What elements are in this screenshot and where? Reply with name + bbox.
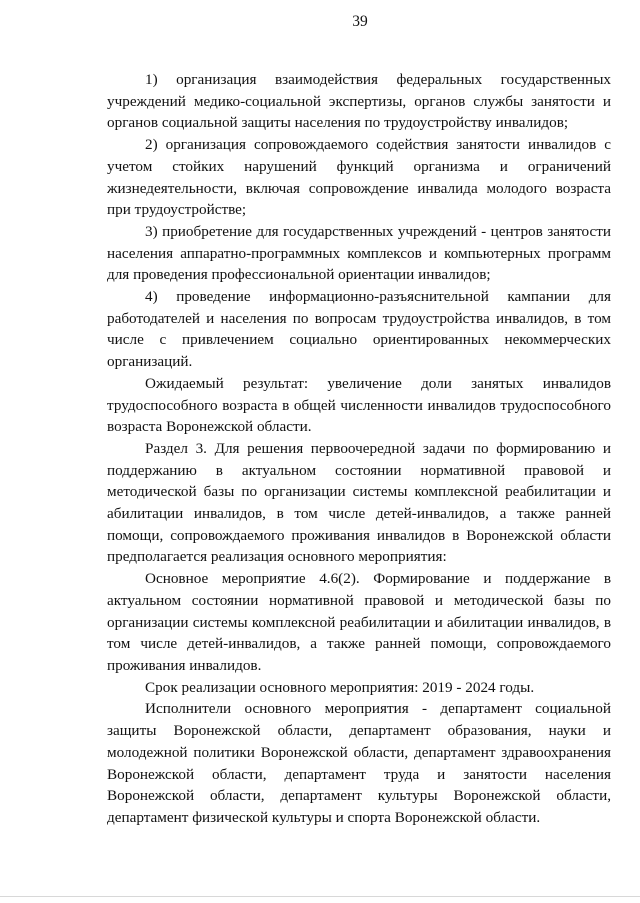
paragraph-main-measure: Основное мероприятие 4.6(2). Формирование и поддержание в актуальном состоянии нормативной правовой и методической базы по организации системы комплексной реабилитации и абилитации инвалидов, в том числе детей-инвалидов, а также ранней помощи, сопровождаемого проживания инвалидов.	[107, 570, 611, 674]
paragraph-expected-result: Ожидаемый результат: увеличение доли занятых инвалидов трудоспособного возраста в общей численности инвалидов трудоспособного возраста Воронежской области.	[107, 374, 611, 436]
paragraph-item-2: 2) организация сопровождаемого содействия занятости инвалидов с учетом стойких нарушений функций организма и ограничений жизнедеятельности, включая сопровождение инвалида молодого возраста при трудоустройстве;	[107, 136, 611, 219]
page-number: 39	[352, 13, 368, 30]
paragraph-item-4: 4) проведение информационно-разъяснительной кампании для работодателей и населения по вопросам трудоустройства инвалидов, в том числе с привлечением социально ориентированных некоммерческих организаций.	[107, 288, 611, 371]
document-body	[107, 69, 611, 829]
paragraph-implementation-period: Срок реализации основного мероприятия: 2019 - 2024 годы.	[145, 678, 535, 696]
paragraph-item-3: 3) приобретение для государственных учреждений - центров занятости населения аппаратно-программных комплексов и компьютерных программ для проведения профессиональной ориентации инвалидов;	[107, 222, 611, 284]
paragraph-executors: Исполнители основного мероприятия - департамент социальной защиты Воронежской области, департамент образования, науки и молодежной политики Воронежской области, департамент здравоохранения Воронежской области, департамент труда и занятости населения Воронежской области, департамент культуры Воронежской области, департамент физической культуры и спорта Воронежской области.	[107, 700, 611, 826]
paragraph-item-1: 1) организация взаимодействия федеральных государственных учреждений медико-социальной экспертизы, органов службы занятости и органов социальной защиты населения по трудоустройству инвалидов;	[107, 71, 611, 132]
paragraph-section-3: Раздел 3. Для решения первоочередной задачи по формированию и поддержанию в актуальном состоянии нормативной правовой и методической базы по организации системы комплексной реабилитации и абилитации инвалидов, в том числе детей-инвалидов, а также ранней помощи, сопровождаемого проживания инвалидов в Воронежской области предполагается реализация основного мероприятия:	[107, 439, 611, 566]
bottom-edge-line	[0, 896, 640, 897]
